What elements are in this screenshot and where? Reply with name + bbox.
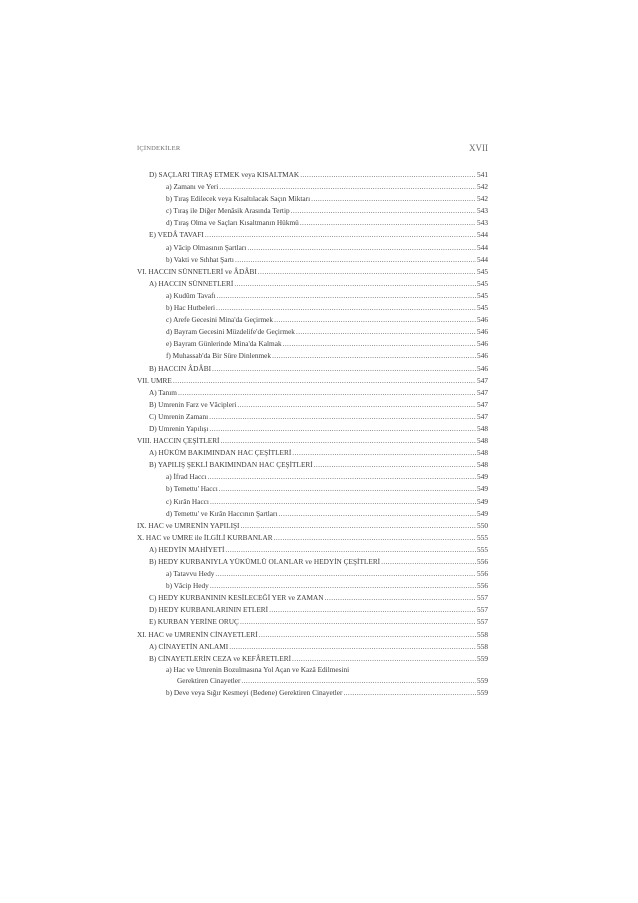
toc-entry [137, 471, 488, 483]
dot-leader [210, 580, 476, 592]
toc-entry-page: 550 [477, 520, 488, 530]
toc-entry [137, 229, 488, 241]
dot-leader [219, 181, 476, 193]
toc-entry-title: c) Arefe Gecesini Mina'da Geçirmek [166, 315, 274, 325]
toc-entry [137, 568, 488, 580]
toc-entry-title: a) Hac ve Umrenin Bozulmasına Yol Açan ve Kazâ Edilmesini [166, 664, 350, 674]
toc-entry-page: 546 [477, 339, 488, 349]
toc-entry [137, 435, 488, 447]
dot-leader [178, 387, 476, 399]
toc-entry-title: b) Tıraş Edilecek veya Kısaltılacak Saçın Miktarı [166, 194, 311, 204]
toc-entry-page: 556 [477, 581, 488, 591]
dot-leader [241, 520, 477, 532]
toc-entry-title: X. HAC ve UMRE ile İLGİLİ KURBANLAR [137, 532, 273, 542]
toc-entry-title: a) Vâcip Olmasının Şartları [166, 242, 247, 252]
dot-leader [216, 302, 476, 314]
toc-entry-page: 557 [477, 617, 488, 627]
toc-entry [137, 556, 488, 568]
dot-leader [240, 616, 476, 628]
toc-entry-title: c) Kırân Haccı [166, 496, 209, 506]
toc-entry [137, 314, 488, 326]
dot-leader [300, 169, 476, 181]
toc-entry-title: VII. UMRE [137, 375, 172, 385]
dot-leader [291, 205, 476, 217]
toc-entry [137, 592, 488, 604]
toc-entry-title: e) Bayram Günlerinde Mina'da Kalmak [166, 339, 282, 349]
dot-leader [215, 568, 476, 580]
toc-entry-page: 548 [477, 436, 488, 446]
toc-entry-title: C) Umrenin Zamanı [149, 411, 209, 421]
toc-entry [137, 290, 488, 302]
toc-entry [137, 483, 488, 495]
toc-entry [137, 205, 488, 217]
toc-entry [137, 169, 488, 181]
toc-entry-title: b) Temettu' Haccı [166, 484, 218, 494]
toc-entry [137, 326, 488, 338]
toc-entry-title: E) KURBAN YERİNE ORUÇ [149, 617, 239, 627]
toc-entry [137, 338, 488, 350]
toc-entry-page: 555 [477, 544, 488, 554]
toc-entry [137, 653, 488, 665]
toc-entry-page: 547 [477, 375, 488, 385]
toc-entry-page: 547 [477, 411, 488, 421]
toc-entry-page: 549 [477, 484, 488, 494]
toc-entry-title: VIII. HACCIN ÇEŞİTLERİ [137, 436, 220, 446]
toc-entry-page: 544 [477, 254, 488, 264]
toc-entry-title: B) YAPILIŞ ŞEKLİ BAKIMINDAN HAC ÇEŞİTLERİ [149, 460, 313, 470]
toc-entry [137, 544, 488, 556]
toc-entry-page: 547 [477, 399, 488, 409]
page-header [137, 145, 488, 157]
toc-entry-page: 548 [477, 460, 488, 470]
toc-entry-page: 559 [477, 653, 488, 663]
toc-entry-title: D) HEDY KURBANLARININ ETLERİ [149, 605, 269, 615]
toc-entry-title: b) Vakti ve Sıhhat Şartı [166, 254, 234, 264]
dot-leader [173, 375, 476, 387]
toc-entry-title: A) HACCIN SÜNNETLERİ [149, 278, 234, 288]
toc-entry-title: IX. HAC ve UMRENİN YAPILIŞI [137, 520, 240, 530]
dot-leader [311, 193, 476, 205]
dot-leader [279, 508, 477, 520]
toc-entry [137, 302, 488, 314]
toc-entry-title: D) SAÇLARI TIRAŞ ETMEK veya KISALTMAK [149, 170, 300, 179]
dot-leader [229, 641, 476, 653]
toc-entry [137, 629, 488, 641]
toc-entry [137, 266, 488, 278]
toc-entry-page: 545 [477, 290, 488, 300]
toc-entry-page: 548 [477, 423, 488, 433]
toc-entry-title: B) HACCIN ÂDÂBI [149, 363, 212, 373]
toc-entry-title: A) Tanım [149, 387, 177, 397]
toc-entry-title: B) HEDY KURBANIYLA YÜKÜMLÜ OLANLAR ve HEDYİN ÇEŞİTLERİ [149, 557, 381, 566]
toc-entry-page: 556 [477, 557, 488, 566]
dot-leader [292, 447, 476, 459]
toc-entry [137, 363, 488, 375]
toc-entry-page: 545 [477, 303, 488, 313]
toc-entry-title: XI. HAC ve UMRENİN CİNAYETLERİ [137, 629, 258, 639]
toc-entry-page: 558 [477, 629, 488, 639]
toc-entry [137, 278, 488, 290]
dot-leader [209, 411, 476, 423]
toc-entry [137, 641, 488, 653]
dot-leader [274, 314, 476, 326]
toc-entry-title: c) Tıraş ile Diğer Menâsik Arasında Tertip [166, 206, 290, 216]
dot-leader [241, 675, 476, 687]
dot-leader [219, 483, 476, 495]
dot-leader [217, 290, 476, 302]
toc-entry-title: b) Deve veya Sığır Kesmeyi (Bedene) Gerektiren Cinayetler [166, 688, 343, 698]
toc-entry-page: 549 [477, 472, 488, 482]
toc-entry [137, 459, 488, 471]
toc-entry-title: B) CİNAYETLERİN CEZA ve KEFÂRETLERİ [149, 653, 292, 663]
dot-leader [259, 629, 476, 641]
dot-leader [221, 435, 477, 447]
toc-entry-title: b) Hac Hutbeleri [166, 303, 216, 313]
toc-entry-title: A) HÜKÜM BAKIMINDAN HAC ÇEŞİTLERİ [149, 448, 292, 458]
toc-entry-title: D) Umrenin Yapılışı [149, 423, 209, 433]
toc-entry-page: 546 [477, 363, 488, 373]
toc-entry-page: 543 [477, 206, 488, 216]
toc-entry-title: d) Temettu' ve Kırân Haccının Şartları [166, 508, 278, 518]
dot-leader [300, 217, 476, 229]
toc-entry [137, 399, 488, 411]
toc-entry-title: Gerektiren Cinayetler [177, 676, 241, 686]
toc-entry-page: 545 [477, 266, 488, 276]
toc-entry-title: a) İfrad Haccı [166, 472, 207, 482]
toc-entry [137, 496, 488, 508]
toc-entry-page: 546 [477, 327, 488, 337]
toc-entry [137, 665, 488, 676]
dot-leader [381, 556, 476, 568]
dot-leader [225, 544, 476, 556]
toc-entry-page: 546 [477, 315, 488, 325]
toc-entry-title: d) Bayram Gecesini Müzdelife'de Geçirmek [166, 327, 295, 337]
dot-leader [208, 471, 477, 483]
toc-entry [137, 508, 488, 520]
dot-leader [283, 338, 476, 350]
toc-entry [137, 520, 488, 532]
toc-entry-title: VI. HACCIN SÜNNETLERİ ve ÂDÂBI [137, 266, 257, 276]
toc-entry-page: 549 [477, 496, 488, 506]
running-title: İÇİNDEKİLER [137, 145, 181, 152]
toc-entry-title: a) Zamanı ve Yeri [166, 182, 219, 192]
toc-entry [137, 604, 488, 616]
toc-entry-page: 557 [477, 605, 488, 615]
toc-entry-page: 558 [477, 641, 488, 651]
toc-entry-page: 559 [477, 676, 488, 686]
toc-entry [137, 616, 488, 628]
toc-entry [137, 580, 488, 592]
toc-entry-page: 543 [477, 218, 488, 228]
toc-entry [137, 423, 488, 435]
toc-entry-page: 546 [477, 351, 488, 361]
toc-entry-page: 548 [477, 448, 488, 458]
toc-entry-page: 544 [477, 230, 488, 240]
toc-entry-title: a) Tatavvu Hedy [166, 569, 215, 579]
toc-entry-page: 559 [477, 688, 488, 698]
dot-leader [343, 687, 476, 699]
toc-entry-title: E) VEDÂ TAVAFI [149, 230, 204, 240]
toc-entry [137, 687, 488, 699]
toc-entry [137, 411, 488, 423]
toc-entry-title: A) CİNAYETİN ANLAMI [149, 641, 229, 651]
toc-entry-title: f) Muhassab'da Bir Süre Dinlenmek [166, 351, 272, 361]
toc-entry-page: 549 [477, 508, 488, 518]
dot-leader [314, 459, 476, 471]
dot-leader [209, 423, 476, 435]
toc-entry-page: 547 [477, 387, 488, 397]
toc-entry [137, 217, 488, 229]
toc-entry [137, 387, 488, 399]
dot-leader [325, 592, 476, 604]
toc-entry-page: 555 [477, 532, 488, 542]
toc-entry-page: 542 [477, 182, 488, 192]
dot-leader [210, 496, 476, 508]
dot-leader [234, 278, 476, 290]
dot-leader [296, 326, 476, 338]
toc-entry-title: B) Umrenin Farz ve Vâcipleri [149, 399, 237, 409]
toc-entry [137, 181, 488, 193]
dot-leader [237, 399, 476, 411]
toc-entry [137, 242, 488, 254]
dot-leader [247, 242, 476, 254]
toc-entry-title: d) Tıraş Olma ve Saçları Kısaltmanın Hükmü [166, 218, 299, 228]
toc-entry [137, 447, 488, 459]
toc-entry-page: 544 [477, 242, 488, 252]
toc-entry [137, 350, 488, 362]
toc-entry-title: a) Kudûm Tavafı [166, 290, 216, 300]
toc-entry [137, 675, 488, 687]
toc-entry [137, 375, 488, 387]
toc-entry [137, 254, 488, 266]
toc-entry-title: C) HEDY KURBANININ KESİLECEĞİ YER ve ZAMAN [149, 593, 324, 603]
dot-leader [274, 532, 476, 544]
toc-entry [137, 532, 488, 544]
dot-leader [272, 350, 476, 362]
toc-entry-title: b) Vâcip Hedy [166, 581, 209, 591]
dot-leader [235, 254, 476, 266]
toc-entry-page: 556 [477, 569, 488, 579]
page-number: XVII [469, 143, 488, 153]
toc-entry-page: 542 [477, 194, 488, 204]
table-of-contents [137, 169, 488, 700]
toc-entry-page: 541 [477, 170, 488, 179]
toc-entry-title: A) HEDYİN MAHİYETİ [149, 544, 225, 554]
dot-leader [258, 266, 476, 278]
toc-entry-page: 545 [477, 278, 488, 288]
toc-entry-page: 557 [477, 593, 488, 603]
dot-leader [292, 653, 476, 665]
dot-leader [205, 229, 476, 241]
toc-entry [137, 193, 488, 205]
dot-leader [269, 604, 476, 616]
dot-leader [212, 363, 476, 375]
